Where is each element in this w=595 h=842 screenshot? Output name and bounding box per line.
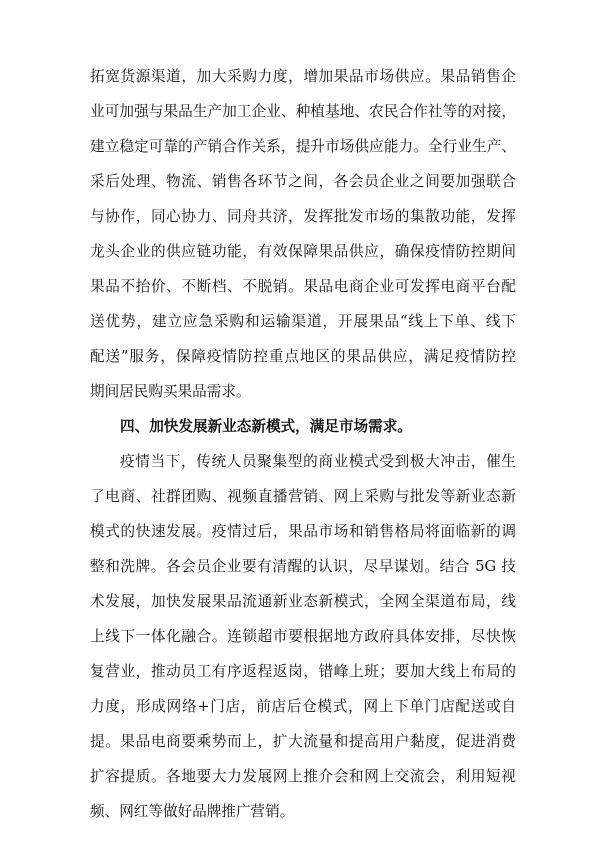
paragraph-1-line: 采后处理、物流、销售各环节之间，各会员企业之间要加强联合 [90,173,516,190]
paragraph-1-line: 龙头企业的供应链功能，有效保障果品供应，确保疫情防控期间 [90,243,516,260]
paragraph-1-line: 拓宽货源渠道，加大采购力度，增加果品市场供应。果品销售企 [90,68,516,85]
paragraph-1-line: 建立稳定可靠的产销合作关系，提升市场供应能力。全行业生产、 [90,138,516,155]
paragraph-2-line: 术发展，加快发展果品流通新业态新模式，全网全渠道布局，线 [90,593,516,610]
paragraph-1-line: 与协作，同心协力、同舟共济，发挥批发市场的集散功能，发挥 [90,208,516,225]
paragraph-2-line: 整和洗牌。各会员企业要有清醒的认识，尽早谋划。结合 5G 技 [90,558,516,575]
paragraph-2-line: 复营业，推动员工有序返程返岗，错峰上班；要加大线上布局的 [90,663,516,680]
paragraph-2-line: 疫情当下，传统人员聚集型的商业模式受到极大冲击，催生 [120,453,516,470]
paragraph-1-line: 业可加强与果品生产加工企业、种植基地、农民合作社等的对接， [90,103,516,120]
paragraph-2-line: 模式的快速发展。疫情过后，果品市场和销售格局将面临新的调 [90,523,516,540]
paragraph-1-line: 送优势，建立应急采购和运输渠道，开展果品“线上下单、线下 [90,313,516,330]
paragraph-2-line: 频、网红等做好品牌推广营销。 [90,803,295,820]
paragraph-2-line: 扩容提质。各地要大力发展网上推介会和网上交流会，利用短视 [90,768,516,785]
section-heading: 四、加快发展新业态新模式，满足市场需求。 [120,418,412,435]
paragraph-2-line: 上线下一体化融合。连锁超市要根据地方政府具体安排，尽快恢 [90,628,516,645]
paragraph-1-line: 果品不抬价、不断档、不脱销。果品电商企业可发挥电商平台配 [90,278,516,295]
paragraph-2-line: 提。果品电商要乘势而上，扩大流量和提高用户黏度，促进消费 [90,733,516,750]
paragraph-1-line: 期间居民购买果品需求。 [90,383,251,400]
paragraph-2-line: 力度，形成网络+门店，前店后仓模式，网上下单门店配送或自 [90,698,516,715]
paragraph-1-line: 配送”服务，保障疫情防控重点地区的果品供应，满足疫情防控 [90,348,516,365]
paragraph-2-line: 了电商、社群团购、视频直播营销、网上采购与批发等新业态新 [90,488,516,505]
